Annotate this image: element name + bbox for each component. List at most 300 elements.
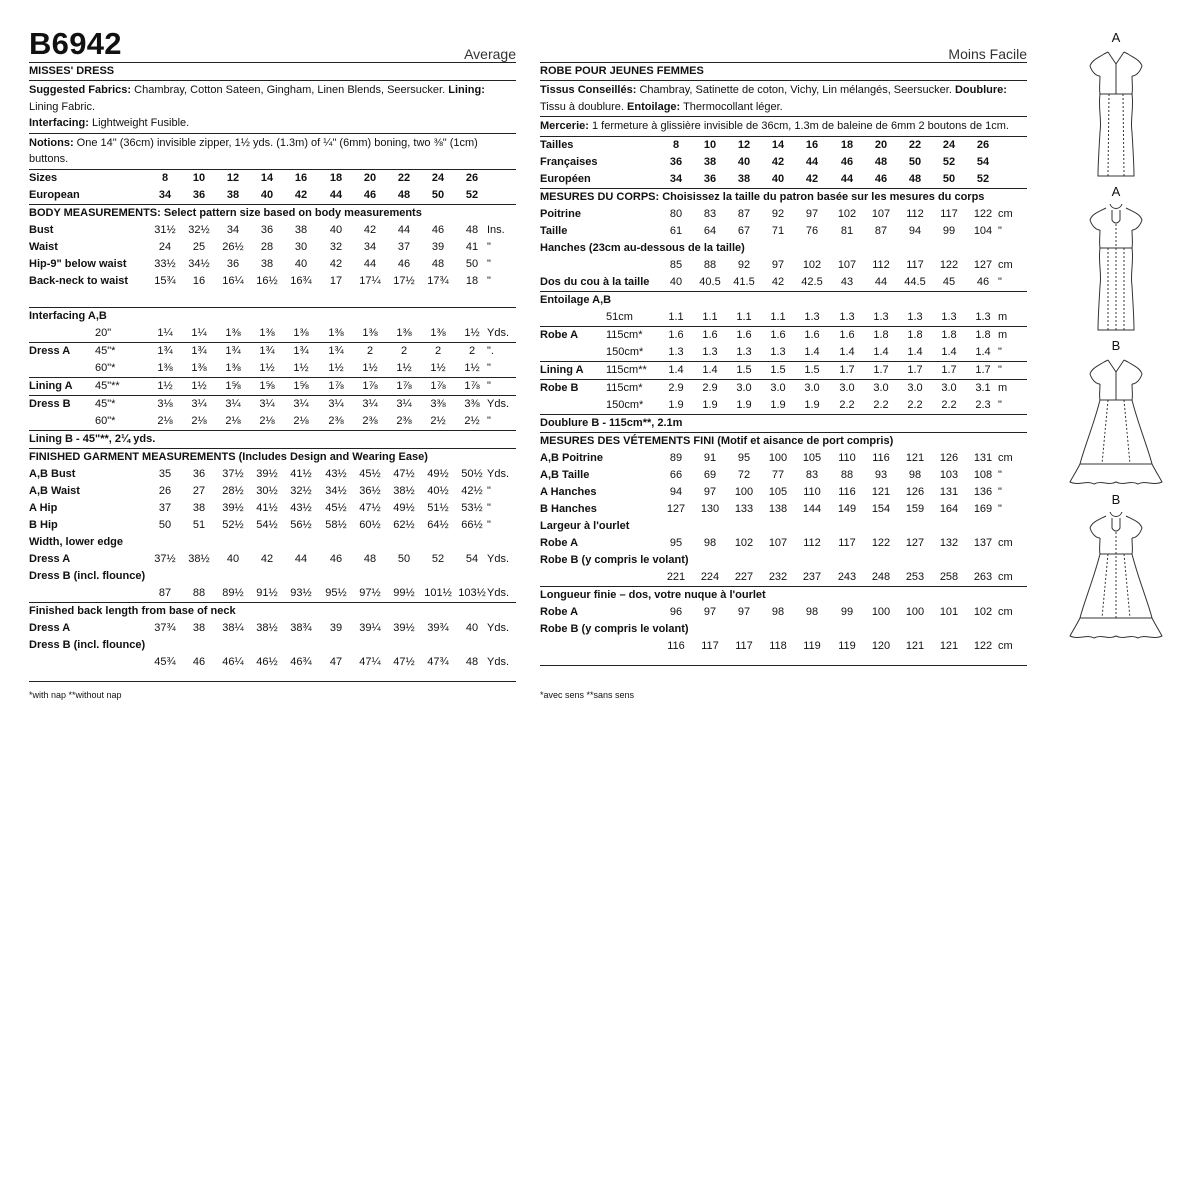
cell-value: 3.0: [907, 381, 923, 394]
view-a-front: [1068, 30, 1168, 184]
cell-value: 97½: [359, 586, 381, 599]
cell-value: 3.0: [873, 381, 889, 394]
cell-value: 38¼: [222, 621, 244, 634]
cell-value: 121: [871, 485, 891, 498]
footnote-fr: *avec sens **sans sens: [540, 690, 635, 700]
cell-value: 1.7: [839, 363, 855, 376]
cell-value: 2⅛: [157, 414, 173, 427]
cell-value: 77: [771, 468, 785, 481]
cell-value: 1.1: [736, 310, 752, 323]
row-label: Back-neck to waist: [29, 274, 129, 287]
unit-label: cm: [998, 605, 1013, 618]
cell-value: 36: [192, 467, 206, 480]
cell-value: 100: [871, 605, 891, 618]
cell-value: 110: [803, 485, 821, 498]
cell-value: 1.5: [770, 363, 786, 376]
cell-value: 99: [942, 224, 956, 237]
cell-value: 3⅜: [430, 397, 446, 410]
cell-value: 39: [329, 621, 343, 634]
cell-value: 76: [805, 224, 819, 237]
cell-value: 47½: [393, 655, 415, 668]
cell-value: 100: [905, 605, 925, 618]
row-sublabel: 60"*: [95, 414, 116, 427]
difficulty-level: Average: [464, 46, 516, 62]
cell-value: 40: [226, 552, 240, 565]
cell-value: 46: [363, 188, 377, 201]
cell-value: 137: [973, 536, 993, 549]
cell-value: 227: [734, 570, 754, 583]
cell-value: 42.5: [801, 275, 823, 288]
cell-value: 1.3: [873, 310, 889, 323]
unit-label: ": [998, 224, 1002, 237]
row-label: Robe A: [540, 328, 579, 341]
cell-value: 54: [465, 552, 479, 565]
unit-label: ": [487, 414, 491, 427]
cell-value: 52: [465, 188, 479, 201]
cell-value: 17¼: [359, 274, 381, 287]
cell-value: 112: [906, 207, 924, 220]
cell-value: 100: [768, 451, 788, 464]
measurement-row: [540, 535, 1027, 552]
measurement-row: [540, 257, 1027, 274]
cell-value: 46: [840, 155, 854, 168]
row-label: B Hip: [29, 518, 58, 531]
row-label: A Hip: [29, 501, 58, 514]
length-heading: Finished back length from base of neck: [29, 604, 236, 617]
cell-value: 40: [737, 155, 751, 168]
cell-value: 62½: [393, 518, 415, 531]
cell-value: 119: [803, 639, 821, 652]
cell-value: 127: [905, 536, 925, 549]
cell-value: 117: [940, 207, 958, 220]
cell-value: 1⅝: [225, 379, 241, 392]
cell-value: 20: [874, 138, 888, 151]
cell-value: 105: [768, 485, 788, 498]
cell-value: 39¾: [427, 621, 449, 634]
cell-value: 88: [703, 258, 717, 271]
cell-value: 26½: [222, 240, 244, 253]
cell-value: 38: [294, 223, 308, 236]
cell-value: 14: [771, 138, 785, 151]
cell-value: 263: [973, 570, 993, 583]
cell-value: 40: [260, 188, 274, 201]
cell-value: 1⅞: [328, 379, 344, 392]
cell-value: 44: [294, 552, 308, 565]
cell-value: 51: [192, 518, 206, 531]
cell-value: 1½: [464, 361, 480, 374]
cell-value: 3¼: [259, 397, 275, 410]
cell-value: 2½: [430, 414, 446, 427]
cell-value: 18: [329, 171, 343, 184]
unit-label: m: [998, 328, 1008, 341]
cell-value: 116: [838, 485, 856, 498]
cell-value: 1½: [293, 361, 309, 374]
cell-value: 122: [973, 207, 993, 220]
cell-value: 1.6: [804, 328, 820, 341]
cell-value: 48: [465, 223, 479, 236]
row-sublabel: 45"**: [95, 379, 120, 392]
row-sublabel: 45"*: [95, 344, 116, 357]
cell-value: 30½: [256, 484, 278, 497]
cell-value: 1.3: [668, 345, 684, 358]
cell-value: 122: [871, 536, 891, 549]
cell-value: 1.9: [668, 398, 684, 411]
english-column: [29, 28, 516, 682]
row-label: A,B Bust: [29, 467, 76, 480]
cell-value: 38: [226, 188, 240, 201]
row-label: Waist: [29, 240, 58, 253]
header-line: [29, 28, 516, 62]
cell-value: 132: [939, 536, 959, 549]
unit-label: ": [487, 518, 491, 531]
cell-value: 94: [908, 224, 922, 237]
cell-value: 2½: [464, 414, 480, 427]
cell-value: 48: [431, 257, 445, 270]
cell-value: 2⅛: [191, 414, 207, 427]
cell-value: 41½: [256, 501, 278, 514]
measurement-row: [29, 378, 516, 395]
cell-value: 10: [192, 171, 206, 184]
row-sublabel: 45"*: [95, 397, 116, 410]
cell-value: 3¼: [328, 397, 344, 410]
cell-value: 46: [976, 275, 990, 288]
cell-value: 40: [669, 275, 683, 288]
notions: Notions: One 14" (36cm) invisible zipper, 1½ yds. (1.3m) of ¼" (6mm) boning, two ⅜" (1cm) buttons.: [29, 136, 478, 165]
unit-label: ": [487, 240, 491, 253]
row-label: A,B Taille: [540, 468, 590, 481]
cell-value: 159: [905, 502, 925, 515]
cell-value: 67: [737, 224, 751, 237]
cell-value: 2: [434, 344, 442, 357]
cell-value: 103½: [458, 586, 486, 599]
cell-value: 116: [667, 639, 685, 652]
cell-value: 46¾: [290, 655, 312, 668]
cell-value: 46: [192, 655, 206, 668]
cell-value: 26: [976, 138, 990, 151]
cell-value: 48: [874, 155, 888, 168]
cell-value: 91: [703, 451, 717, 464]
cell-value: 1½: [396, 361, 412, 374]
cell-value: 42: [771, 155, 785, 168]
view-b-front: [1068, 338, 1168, 492]
cell-value: 3¼: [191, 397, 207, 410]
width-robe-b-label: Robe B (y compris le volant): [540, 553, 689, 566]
cell-value: 97: [737, 605, 751, 618]
cell-value: 89: [669, 451, 683, 464]
measurement-row: [29, 413, 516, 430]
measurement-row: [29, 620, 516, 637]
cell-value: 3.0: [770, 381, 786, 394]
cell-value: 16: [192, 274, 206, 287]
cell-value: 1⅜: [259, 326, 275, 339]
cell-value: 1.6: [736, 328, 752, 341]
cell-value: 1⅞: [396, 379, 412, 392]
unit-label: cm: [998, 536, 1013, 549]
pattern-code: B6942: [29, 26, 122, 61]
finished-heading-fr: MESURES DES VÉTEMENTS FINI (Motif et aisance de port compris): [540, 434, 894, 447]
cell-value: 16½: [256, 274, 278, 287]
suggested-fabrics-fr: Tissus Conseillés: Chambray, Satinette de coton, Vichy, Lin mélangés, Seersucker. Doublure: Tissu à doublure. Entoilage: Thermocollant léger.: [540, 84, 1007, 113]
cell-value: 144: [802, 502, 822, 515]
cell-value: 1⅞: [464, 379, 480, 392]
unit-label: Yds.: [487, 586, 510, 599]
cell-value: 1¾: [328, 344, 344, 357]
cell-value: 50: [465, 257, 479, 270]
unit-label: cm: [998, 639, 1013, 652]
cell-value: 10: [703, 138, 717, 151]
cell-value: 232: [768, 570, 788, 583]
cell-value: 1¼: [157, 326, 173, 339]
row-label: A,B Waist: [29, 484, 80, 497]
row-sublabel: 115cm*: [606, 328, 643, 341]
cell-value: 41.5: [733, 275, 755, 288]
cell-value: 1.9: [770, 398, 786, 411]
cell-value: 1½: [328, 361, 344, 374]
cell-value: 131: [939, 485, 959, 498]
cell-value: 116: [872, 451, 890, 464]
view-letter: A: [1111, 184, 1121, 199]
cell-value: 102: [802, 258, 822, 271]
cell-value: 52½: [222, 518, 244, 531]
cell-value: 47½: [359, 501, 381, 514]
cell-value: 127: [666, 502, 686, 515]
row-label: Robe A: [540, 536, 579, 549]
cell-value: 127: [973, 258, 993, 271]
cell-value: 117: [701, 639, 719, 652]
cell-value: 97: [805, 207, 819, 220]
cell-value: 38: [192, 501, 206, 514]
cell-value: 43½: [290, 501, 312, 514]
cell-value: 108: [973, 468, 993, 481]
cell-value: 253: [905, 570, 925, 583]
dress-b-front-icon: [1068, 354, 1164, 490]
cell-value: 169: [973, 502, 993, 515]
cell-value: 40: [465, 621, 479, 634]
cell-value: 3¼: [293, 397, 309, 410]
cell-value: 46¼: [222, 655, 244, 668]
cell-value: 1.9: [804, 398, 820, 411]
cell-value: 3¼: [362, 397, 378, 410]
unit-label: Yds.: [487, 326, 510, 339]
cell-value: 34: [363, 240, 377, 253]
cell-value: 72: [737, 468, 751, 481]
cell-value: 42: [294, 188, 308, 201]
cell-value: 16¼: [222, 274, 244, 287]
cell-value: 2: [400, 344, 408, 357]
cell-value: 237: [802, 570, 822, 583]
cell-value: 47½: [393, 467, 415, 480]
length-dress-b-label: Dress B (incl. flounce): [29, 638, 146, 651]
unit-label: Yds.: [487, 552, 510, 565]
cell-value: 149: [837, 502, 857, 515]
cell-value: 17½: [393, 274, 415, 287]
unit-label: ": [998, 468, 1002, 481]
cell-value: 20: [363, 171, 377, 184]
cell-value: 243: [837, 570, 857, 583]
cell-value: 121: [905, 639, 925, 652]
view-sketches: [1068, 30, 1168, 646]
cell-value: 2.2: [873, 398, 889, 411]
cell-value: 47: [329, 655, 343, 668]
measurement-row: [29, 343, 516, 360]
cell-value: 16: [805, 138, 819, 151]
cell-value: 1.8: [907, 328, 923, 341]
cell-value: 85: [669, 258, 683, 271]
cell-value: 99: [840, 605, 854, 618]
cell-value: 1⅜: [191, 361, 207, 374]
cell-value: 43: [840, 275, 854, 288]
cell-value: 88: [192, 586, 206, 599]
cell-value: 46: [431, 223, 445, 236]
cell-value: 40: [771, 172, 785, 185]
cell-value: 91½: [256, 586, 278, 599]
cell-value: 2.3: [975, 398, 991, 411]
cell-value: 1½: [430, 361, 446, 374]
cell-value: 1.7: [975, 363, 991, 376]
measurement-row: [540, 154, 1027, 171]
header-line-fr: [540, 28, 1027, 62]
row-sublabel: 150cm*: [606, 345, 644, 358]
lining-b-fr: Doublure B - 115cm**, 2.1m: [540, 416, 683, 429]
cell-value: 48: [908, 172, 922, 185]
cell-value: 105: [802, 451, 822, 464]
cell-value: 32½: [188, 223, 210, 236]
cell-value: 16: [294, 171, 308, 184]
cell-value: 1.4: [668, 363, 684, 376]
cell-value: 1.1: [702, 310, 718, 323]
cell-value: 54: [976, 155, 990, 168]
unit-label: m: [998, 310, 1008, 323]
measurement-row: [540, 638, 1027, 655]
cell-value: 40.5: [699, 275, 721, 288]
unit-label: ": [998, 363, 1002, 376]
cell-value: 1.3: [736, 345, 752, 358]
cell-value: 1.6: [770, 328, 786, 341]
cell-value: 61: [669, 224, 683, 237]
cell-value: 117: [735, 639, 753, 652]
measurement-row: [29, 273, 516, 290]
cell-value: 50: [942, 172, 956, 185]
cell-value: 45½: [359, 467, 381, 480]
unit-label: ": [998, 345, 1002, 358]
cell-value: 2.2: [941, 398, 957, 411]
cell-value: 38½: [188, 552, 210, 565]
row-label: Dress B: [29, 397, 71, 410]
cell-value: 36½: [359, 484, 381, 497]
row-label: Robe A: [540, 605, 579, 618]
measurement-row: [29, 654, 516, 671]
cell-value: 119: [838, 639, 856, 652]
measurement-row: [540, 362, 1027, 379]
cell-value: 100: [734, 485, 754, 498]
cell-value: 37¾: [154, 621, 176, 634]
unit-label: ": [487, 361, 491, 374]
cell-value: 1.4: [804, 345, 820, 358]
cell-value: 31½: [154, 223, 176, 236]
width-heading-fr: Largeur à l'ourlet: [540, 519, 630, 532]
cell-value: 87: [158, 586, 172, 599]
cell-value: 117: [838, 536, 856, 549]
section-title: MISSES' DRESS: [29, 65, 115, 77]
cell-value: 93: [874, 468, 888, 481]
cell-value: 40½: [427, 484, 449, 497]
cell-value: 38: [737, 172, 751, 185]
cell-value: 107: [768, 536, 788, 549]
cell-value: 38½: [256, 621, 278, 634]
cell-value: 48: [465, 655, 479, 668]
cell-value: 46: [329, 552, 343, 565]
body-measurements-heading-fr: MESURES DU CORPS: Choisissez la taille du patron basée sur les mesures du corps: [540, 190, 985, 203]
cell-value: 38: [703, 155, 717, 168]
cell-value: 38: [192, 621, 206, 634]
cell-value: 1.4: [873, 345, 889, 358]
row-label: European: [29, 188, 80, 201]
cell-value: 121: [939, 639, 959, 652]
cell-value: 1¾: [157, 344, 173, 357]
row-label: Sizes: [29, 171, 58, 184]
cell-value: 1¾: [259, 344, 275, 357]
cell-value: 12: [226, 171, 240, 184]
cell-value: 1.5: [736, 363, 752, 376]
cell-value: 87: [874, 224, 888, 237]
cell-value: 1.9: [736, 398, 752, 411]
cell-value: 8: [672, 138, 680, 151]
cell-value: 44: [363, 257, 377, 270]
cell-value: 102: [837, 207, 857, 220]
cell-value: 92: [771, 207, 785, 220]
cell-value: 3⅜: [464, 397, 480, 410]
measurement-row: [540, 604, 1027, 621]
cell-value: 44: [329, 188, 343, 201]
cell-value: 39½: [256, 467, 278, 480]
cell-value: 221: [666, 570, 686, 583]
unit-label: Yds.: [487, 467, 510, 480]
row-sublabel: 150cm*: [606, 398, 644, 411]
cell-value: 1¾: [225, 344, 241, 357]
cell-value: 53½: [461, 501, 483, 514]
cell-value: 50: [158, 518, 172, 531]
view-letter: B: [1111, 338, 1121, 353]
cell-value: 1.7: [907, 363, 923, 376]
view-b-back: [1068, 492, 1168, 646]
measurement-row: [540, 274, 1027, 291]
cell-value: 1.8: [873, 328, 889, 341]
cell-value: 248: [871, 570, 891, 583]
cell-value: 2.9: [702, 381, 718, 394]
cell-value: 26: [465, 171, 479, 184]
unit-label: ": [487, 274, 491, 287]
row-sublabel: 115cm**: [606, 363, 647, 376]
cell-value: 1.3: [770, 345, 786, 358]
cell-value: 52: [431, 552, 445, 565]
cell-value: 44: [397, 223, 411, 236]
cell-value: 45: [942, 275, 956, 288]
cell-value: 1¾: [191, 344, 207, 357]
measurement-row: [540, 344, 1027, 361]
cell-value: 2⅛: [225, 414, 241, 427]
cell-value: 121: [905, 451, 925, 464]
cell-value: 42: [329, 257, 343, 270]
cell-value: 69: [703, 468, 717, 481]
measurement-row: [540, 206, 1027, 223]
cell-value: 37: [397, 240, 411, 253]
cell-value: 28: [260, 240, 274, 253]
measurement-row: [29, 239, 516, 256]
cell-value: 38: [260, 257, 274, 270]
cell-value: 50½: [461, 467, 483, 480]
cell-value: 39: [431, 240, 445, 253]
row-label: Lining A: [540, 363, 584, 376]
